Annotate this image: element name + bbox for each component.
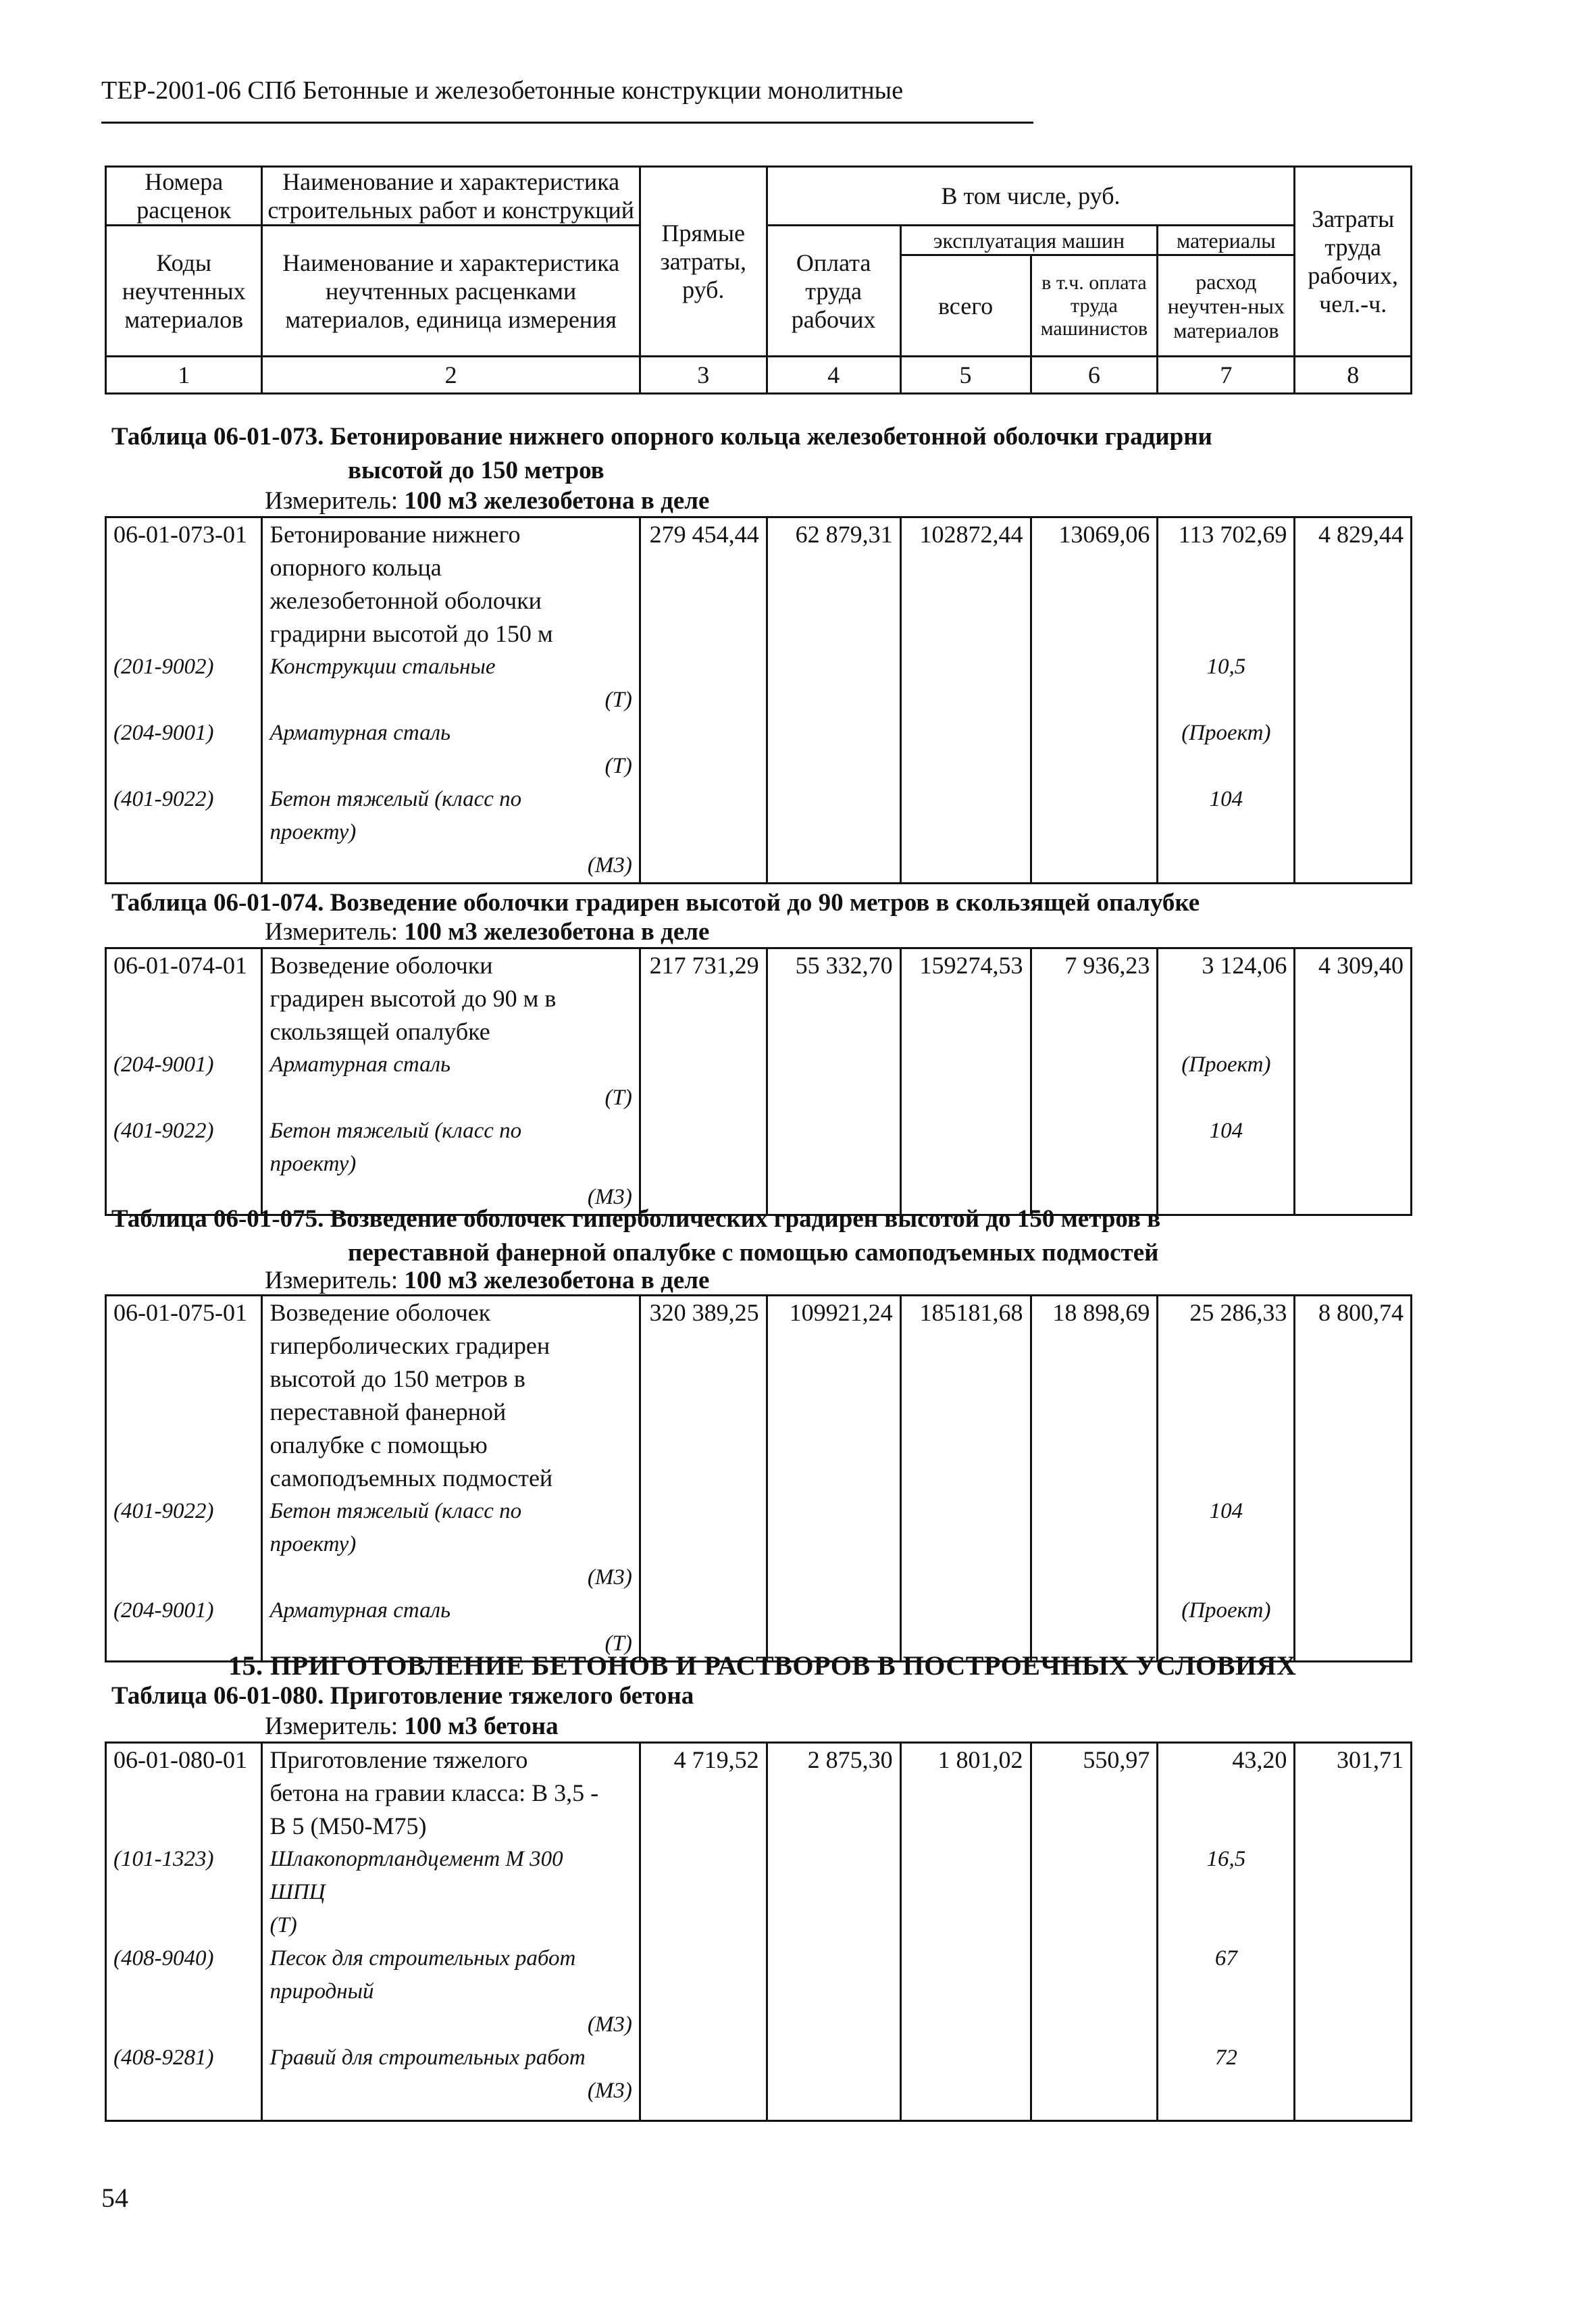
rate-table	[105, 516, 1412, 884]
rate-name-line: скользящей опалубке	[269, 1018, 490, 1045]
machinist-pay: 550,97	[1031, 1743, 1158, 2121]
material-unit: (М3)	[587, 853, 632, 878]
measure-label: Измеритель:	[265, 918, 398, 946]
direct-costs: 320 389,25	[640, 1296, 767, 1662]
rate-name-line: опорного кольца	[269, 554, 442, 581]
header-c2-bottom: Наименование и характеристика неучтенных расценками материалов, единица измерения	[262, 226, 640, 357]
header-rule	[101, 122, 1033, 124]
materials-cost: 43,20	[1232, 1746, 1287, 1773]
material-name: Гравий для строительных работ	[269, 2045, 586, 2070]
measure-unit	[265, 486, 709, 515]
header-machines-total: всего	[900, 255, 1031, 357]
rate-name-line: Возведение оболочки	[269, 952, 493, 979]
page-number: 54	[101, 2183, 128, 2213]
material-name: проекту)	[269, 820, 357, 844]
machinist-pay: 18 898,69	[1031, 1296, 1158, 1662]
rate-code: 06-01-080-01	[113, 1746, 247, 1773]
labor-hours: 301,71	[1295, 1743, 1412, 2121]
header-c1-bottom: Коды неучтенных материалов	[106, 226, 262, 357]
material-consumption: 104	[1209, 1119, 1243, 1143]
material-name: природный	[269, 1979, 374, 2004]
table-title-line: Таблица 06-01-074. Возведение оболочки градирен высотой до 90 метров в скользящей опалубке	[111, 889, 1200, 917]
material-name: ШПЦ	[269, 1880, 326, 1904]
column-number: 3	[640, 357, 767, 394]
column-number: 1	[106, 357, 262, 394]
material-name: Арматурная сталь	[269, 1598, 451, 1623]
rate-name-line: В 5 (М50-М75)	[269, 1812, 427, 1839]
rate-code: 06-01-075-01	[113, 1299, 247, 1326]
rate-code: 06-01-073-01	[113, 521, 247, 548]
name-cell	[262, 948, 640, 1215]
code-cell	[106, 948, 262, 1215]
machines-total: 102872,44	[900, 517, 1031, 884]
direct-costs: 4 719,52	[640, 1743, 767, 2121]
header-material-consumption: расход неучтен-ных материалов	[1158, 255, 1295, 357]
material-consumption: 67	[1214, 1946, 1237, 1971]
table-title-line: высотой до 150 метров	[348, 457, 604, 484]
machinist-pay: 7 936,23	[1031, 948, 1158, 1215]
materials-cost: 113 702,69	[1178, 521, 1287, 548]
section-title: 15. ПРИГОТОВЛЕНИЕ БЕТОНОВ И РАСТВОРОВ В ПОСТРОЕЧНЫХ УСЛОВИЯХ	[228, 1650, 1297, 1681]
table-row	[106, 1296, 1412, 1662]
material-name: Бетон тяжелый (класс по	[269, 787, 522, 811]
table-title	[111, 1202, 1160, 1270]
header-c2-top: Наименование и характеристика строительных работ и конструкций	[262, 167, 640, 226]
material-name: проекту)	[269, 1532, 357, 1556]
rate-name-line: высотой до 150 метров в	[269, 1365, 525, 1392]
material-code: (201-9002)	[113, 655, 214, 679]
material-code: (204-9001)	[113, 1598, 214, 1623]
measure-label: Измеритель:	[265, 487, 398, 515]
table-title	[111, 420, 1212, 488]
code-cell	[106, 517, 262, 884]
measure-label: Измеритель:	[265, 1712, 398, 1740]
code-cell	[106, 1743, 262, 2121]
material-consumption: 16,5	[1206, 1847, 1246, 1871]
table-title-line: переставной фанерной опалубке с помощью самоподъемных подмостей	[348, 1239, 1159, 1267]
material-consumption: 72	[1214, 2045, 1237, 2070]
material-code: (401-9022)	[113, 1119, 214, 1143]
labor-hours: 4 309,40	[1295, 948, 1412, 1215]
header-machines: эксплуатация машин	[900, 226, 1158, 255]
measure-value: 100 м3 железобетона в деле	[404, 1267, 710, 1294]
material-unit: (Т)	[604, 754, 632, 778]
measure-label: Измеритель:	[265, 1267, 398, 1294]
table-title-line: Таблица 06-01-075. Возведение оболочек гиперболических градирен высотой до 150 метров в	[111, 1205, 1161, 1233]
labor-pay: 2 875,30	[767, 1743, 900, 2121]
rate-table	[105, 1742, 1412, 2122]
header-c1-top: Номера расценок	[106, 167, 262, 226]
material-unit: (Т)	[604, 688, 632, 712]
rate-name-line: опалубке с помощью	[269, 1431, 488, 1458]
name-cell	[262, 1296, 640, 1662]
column-header-table	[105, 166, 1412, 395]
material-consumption: 104	[1209, 787, 1243, 811]
material-consumption: 104	[1209, 1499, 1243, 1523]
table-row	[106, 517, 1412, 884]
table-title	[111, 886, 1200, 920]
rate-table	[105, 947, 1412, 1216]
rate-name-line: градирни высотой до 150 м	[269, 620, 553, 647]
column-number: 2	[262, 357, 640, 394]
column-number: 8	[1295, 357, 1412, 394]
rate-name-line: Приготовление тяжелого	[269, 1746, 528, 1773]
rate-name-line: градирен высотой до 90 м в	[269, 985, 557, 1012]
material-name: (Т)	[269, 1913, 297, 1937]
column-number: 7	[1158, 357, 1295, 394]
materials-cell	[1158, 1296, 1295, 1662]
rate-table	[105, 1294, 1412, 1662]
name-cell	[262, 1743, 640, 2121]
materials-cell	[1158, 517, 1295, 884]
material-consumption: (Проект)	[1181, 721, 1271, 745]
material-code: (204-9001)	[113, 721, 214, 745]
rate-name-line: бетона на гравии класса: В 3,5 -	[269, 1779, 599, 1806]
table-row	[106, 948, 1412, 1215]
material-unit: (М3)	[587, 2012, 632, 2037]
column-number: 5	[900, 357, 1031, 394]
rate-name-line: самоподъемных подмостей	[269, 1465, 553, 1492]
material-name: Бетон тяжелый (класс по	[269, 1119, 522, 1143]
measure-unit	[265, 1712, 559, 1741]
material-name: Песок для строительных работ	[269, 1946, 576, 1971]
material-unit: (М3)	[587, 2079, 632, 2103]
material-consumption: (Проект)	[1181, 1052, 1271, 1077]
header-materials: материалы	[1158, 226, 1295, 255]
material-code: (401-9022)	[113, 787, 214, 811]
rate-name-line: Возведение оболочек	[269, 1299, 491, 1326]
machinist-pay: 13069,06	[1031, 517, 1158, 884]
materials-cost: 25 286,33	[1189, 1299, 1287, 1326]
material-code: (401-9022)	[113, 1499, 214, 1523]
column-number: 4	[767, 357, 900, 394]
name-cell	[262, 517, 640, 884]
labor-pay: 62 879,31	[767, 517, 900, 884]
table-row	[106, 1743, 1412, 2121]
machines-total: 1 801,02	[900, 1743, 1031, 2121]
material-consumption: 10,5	[1206, 655, 1246, 679]
measure-value: 100 м3 железобетона в деле	[404, 487, 710, 515]
direct-costs: 279 454,44	[640, 517, 767, 884]
header-labor-pay: Оплата труда рабочих	[767, 226, 900, 357]
column-number: 6	[1031, 357, 1158, 394]
machines-total: 185181,68	[900, 1296, 1031, 1662]
header-machinist-pay: в т.ч. оплата труда машинистов	[1031, 255, 1158, 357]
page-header-title: ТЕР-2001-06 СПб Бетонные и железобетонные конструкции монолитные	[101, 76, 904, 105]
measure-unit	[265, 1266, 709, 1295]
material-code: (204-9001)	[113, 1052, 214, 1077]
material-name: Арматурная сталь	[269, 721, 451, 745]
machines-total: 159274,53	[900, 948, 1031, 1215]
code-cell	[106, 1296, 262, 1662]
rate-name-line: Бетонирование нижнего	[269, 521, 521, 548]
table-title-line: Таблица 06-01-073. Бетонирование нижнего опорного кольца железобетонной оболочки градирни	[111, 423, 1212, 451]
material-name: Арматурная сталь	[269, 1052, 451, 1077]
rate-code: 06-01-074-01	[113, 952, 247, 979]
materials-cost: 3 124,06	[1202, 952, 1287, 979]
material-name: Шлакопортландцемент М 300	[269, 1847, 563, 1871]
material-name: проекту)	[269, 1152, 357, 1176]
material-unit: (Т)	[604, 1086, 632, 1110]
material-code: (408-9281)	[113, 2045, 214, 2070]
material-code: (408-9040)	[113, 1946, 214, 1971]
rate-name-line: переставной фанерной	[269, 1398, 507, 1425]
table-title	[111, 1679, 694, 1713]
materials-cell	[1158, 948, 1295, 1215]
material-consumption: (Проект)	[1181, 1598, 1271, 1623]
rate-name-line: гиперболических градирен	[269, 1332, 550, 1359]
labor-pay: 109921,24	[767, 1296, 900, 1662]
header-labor-hours: Затраты труда рабочих, чел.-ч.	[1295, 167, 1412, 357]
measure-unit	[265, 917, 709, 946]
labor-hours: 4 829,44	[1295, 517, 1412, 884]
labor-pay: 55 332,70	[767, 948, 900, 1215]
material-code: (101-1323)	[113, 1847, 214, 1871]
material-unit: (М3)	[587, 1185, 632, 1209]
header-group: В том числе, руб.	[767, 167, 1295, 226]
material-name: Бетон тяжелый (класс по	[269, 1499, 522, 1523]
direct-costs: 217 731,29	[640, 948, 767, 1215]
header-direct-costs: Прямые затраты, руб.	[640, 167, 767, 357]
measure-value: 100 м3 бетона	[404, 1712, 559, 1740]
material-unit: (М3)	[587, 1565, 632, 1590]
labor-hours: 8 800,74	[1295, 1296, 1412, 1662]
material-unit: (Т)	[604, 1631, 632, 1656]
measure-value: 100 м3 железобетона в деле	[404, 918, 710, 946]
rate-name-line: железобетонной оболочки	[269, 587, 542, 614]
materials-cell	[1158, 1743, 1295, 2121]
material-name: Конструкции стальные	[269, 655, 496, 679]
table-title-line: Таблица 06-01-080. Приготовление тяжелого бетона	[111, 1682, 694, 1710]
